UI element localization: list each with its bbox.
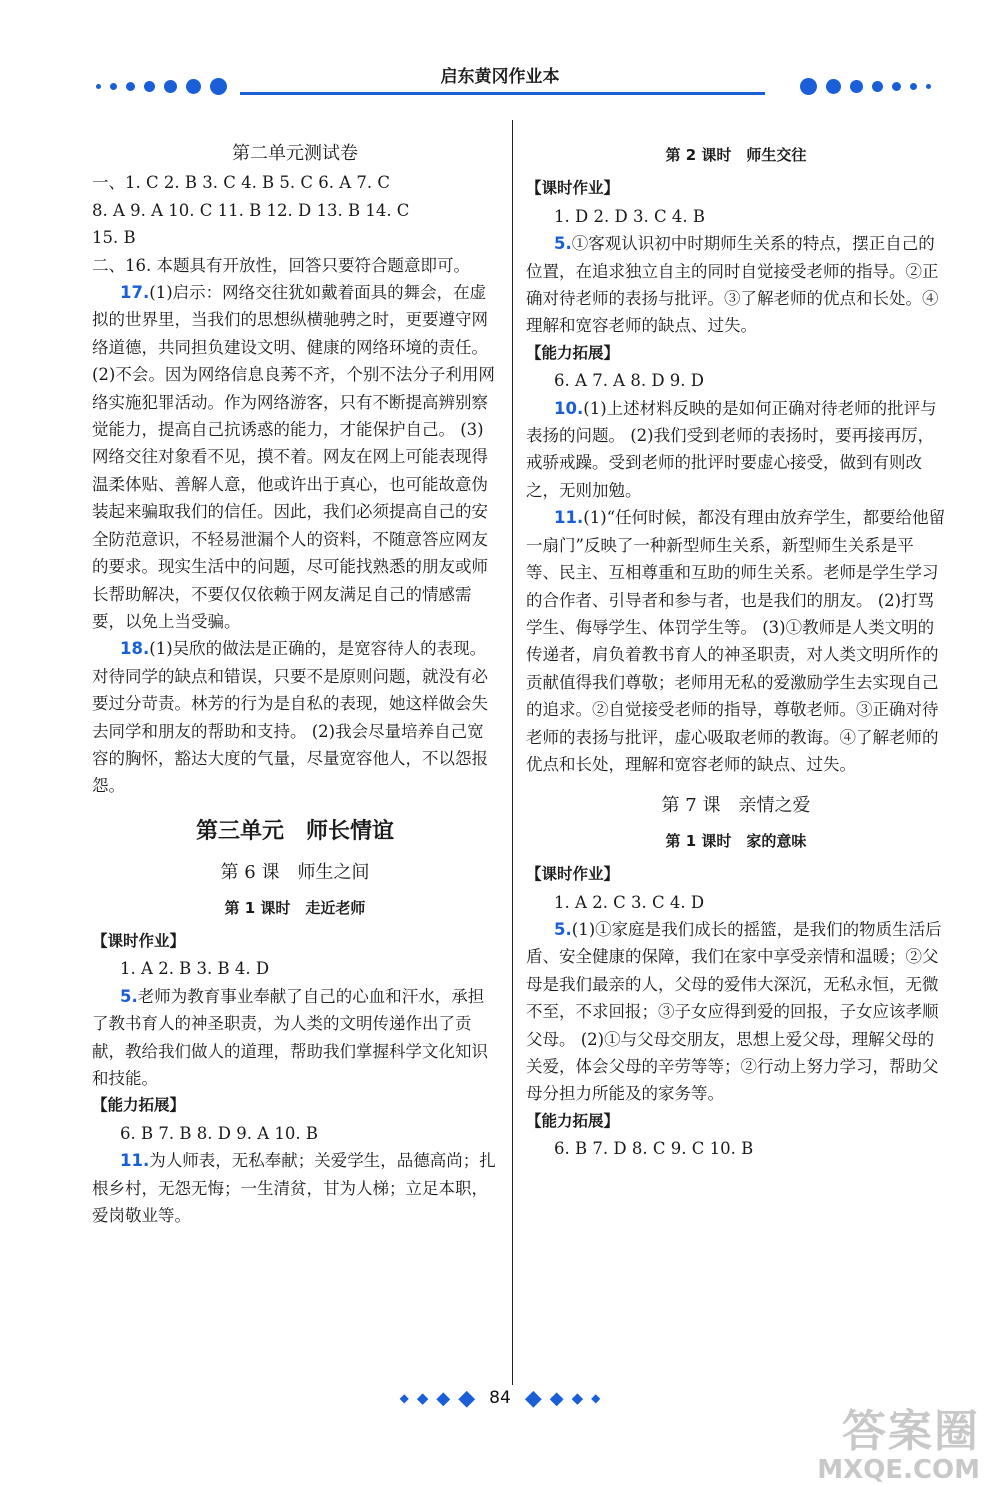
section-tag-ability: 【能力拓展】	[92, 1096, 186, 1115]
answer-text: (1)①家庭是我们成长的摇篮，是我们的物质生活后盾、安全健康的保障，我们在家中享受亲情和温暖；②父母是我们最亲的人，父母的爱伟大深沉，无私永恒，无微不至，不求回报；③子女应得到爱的回报，子女应该孝顺父母。 (2)①与父母交朋友，思想上爱父母，理解父母的关爱，体会父母的辛劳等等；②行动上努力学习，帮助父母分担力所能及的家务等。	[526, 919, 942, 1104]
diamond-icon: ◆	[571, 1389, 584, 1407]
answer-q18	[92, 635, 498, 799]
period-title: 第 2 课时 师生交往	[665, 146, 807, 164]
watermark-url: MXQE.COM	[817, 1455, 980, 1485]
question-number: 11.	[554, 508, 584, 528]
answer-text: 为人师表，无私奉献；关爱学生，品德高尚；扎根乡村，无怨无悔；一生清贫，甘为人梯；立足本职，爱岗敬业等。	[92, 1151, 496, 1226]
ability-answers: 6. B 7. D 8. C 9. C 10. B	[554, 1139, 754, 1159]
header-rule	[240, 92, 765, 95]
book-title: 启东黄冈作业本	[440, 67, 560, 87]
period-title: 第 1 课时 家的意味	[665, 831, 807, 850]
section-tag-ability: 【能力拓展】	[526, 1111, 620, 1130]
page-number: 84	[489, 1388, 511, 1408]
diamond-icon: ◆	[458, 1385, 476, 1411]
dot-decoration	[800, 78, 817, 95]
answer-text: (1)启示：网络交往犹如戴着面具的舞会，在虚拟的世界里，当我们的思想纵横驰骋之时，更要遵守网络道德，共同担负建设文明、健康的网络环境的责任。 (2)不会。因为网络信息良莠不齐，个别不法分子利用网络实施犯罪活动。作为网络游客，只有不断提高辨别察觉能力，提高自己抗诱惑的能力，才能保护自己。 (3)网络交往对象看不见，摸不着。网友在网上可能表现得温柔体贴、善解人意，他或许出于真心，也可能故意伪装起来骗取我们的信任。因此，我们必须提高自己的安全防范意识，不轻易泄漏个人的资料，不随意答应网友的要求。现实生活中的问题，尽可能找熟悉的朋友或师长帮助解决，不要仅仅依赖于网友满足自己的情感需要，以免上当受骗。	[92, 283, 495, 631]
dot-decoration	[926, 84, 931, 89]
left-column	[92, 140, 498, 1229]
answer-q16: 二、16. 本题具有开放性，回答只要符合题意即可。	[92, 255, 470, 275]
answer-text: (1)上述材料反映的是如何正确对待老师的批评与表扬的问题。 (2)我们受到老师的表扬时，要再接再厉，戒骄戒躁。受到老师的批评时要虚心接受，做到有则改之，无则加勉。	[526, 398, 937, 500]
answer-q5	[526, 230, 946, 340]
section-tag-homework: 【课时作业】	[526, 179, 620, 198]
mc-answers-line: 15. B	[92, 228, 136, 248]
question-number: 5.	[554, 234, 572, 254]
ability-answers: 6. A 7. A 8. D 9. D	[554, 371, 705, 391]
diamond-icon: ◆	[549, 1387, 564, 1409]
column-divider	[512, 120, 513, 1385]
hw-answers: 1. A 2. C 3. C 4. D	[554, 892, 705, 912]
answer-q5	[526, 916, 946, 1108]
unit2-test-title: 第二单元测试卷	[232, 143, 358, 164]
watermark-text: 答案圈	[842, 1406, 980, 1457]
section-tag-ability: 【能力拓展】	[526, 343, 620, 362]
answer-text: 老师为教育事业奉献了自己的心血和汗水，承担了教书育人的神圣职责，为人类的文明传递作出了贡献，教给我们做人的道理，帮助我们掌握科学文化知识和技能。	[92, 986, 488, 1088]
lesson7-title: 第 7 课 亲情之爱	[661, 795, 811, 817]
question-number: 10.	[554, 398, 584, 418]
dot-decoration	[826, 79, 841, 94]
answer-q5	[92, 983, 498, 1093]
mc-answers-line: 8. A 9. A 10. C 11. B 12. D 13. B 14. C	[92, 200, 410, 220]
dot-decoration	[910, 83, 917, 90]
mc-answers-line: 一、1. C 2. B 3. C 4. B 5. C 6. A 7. C	[92, 173, 391, 193]
answer-q17	[92, 279, 498, 635]
watermark-logo	[817, 1395, 980, 1485]
diamond-icon: ◆	[416, 1389, 429, 1407]
page-header	[0, 60, 1000, 110]
dot-decoration	[850, 80, 863, 93]
answer-q11	[526, 504, 946, 778]
dot-decoration	[872, 81, 883, 92]
answer-text: (1)吴欣的做法是正确的，是宽容待人的表现。对待同学的缺点和错误，只要不是原则问题，就没有必要过分苛责。林芳的行为是自私的表现，她这样做会失去同学和朋友的帮助和支持。 (2)我会尽量培养自己宽容的胸怀，豁达大度的气量，尽量宽容他人，不以怨报怨。	[92, 639, 488, 796]
diamond-icon: ◆	[524, 1385, 542, 1411]
answer-text: ①客观认识初中时期师生关系的特点，摆正自己的位置，在追求独立自主的同时自觉接受老师的指导。②正确对待老师的表扬与批评。③了解老师的优点和长处。④理解和宽容老师的缺点、过失。	[526, 234, 939, 336]
question-number: 18.	[120, 639, 150, 659]
diamond-icon: ◆	[399, 1391, 409, 1405]
ability-answers: 6. B 7. B 8. D 9. A 10. B	[120, 1123, 318, 1143]
question-number: 17.	[120, 283, 150, 303]
section-tag-homework: 【课时作业】	[92, 931, 186, 950]
answer-q10	[526, 395, 946, 505]
diamond-icon: ◆	[591, 1391, 601, 1405]
right-column	[526, 140, 946, 1163]
question-number: 5.	[554, 919, 572, 939]
dot-decoration	[892, 82, 901, 91]
period-title: 第 1 课时 走近老师	[224, 898, 366, 917]
lesson6-title: 第 6 课 师生之间	[220, 862, 370, 884]
unit3-title: 第三单元 师长情谊	[195, 818, 394, 844]
answer-text: (1)“任何时候，都没有理由放弃学生，都要给他留一扇门”反映了一种新型师生关系，新型师生关系是平等、民主、互相尊重和互助的师生关系。老师是学生学习的合作者、引导者和参与者，也是我们的朋友。 (2)打骂学生、侮辱学生、体罚学生等。 (3)①教师是人类文明的传递者，肩负着教书育人的神圣职责，对人类文明所作的贡献值得我们尊敬；老师用无私的爱激励学生去实现自己的追求。②自觉接受老师的指导，尊敬老师。③正确对待老师的表扬与批评，虚心吸取老师的教诲。④了解老师的优点和长处，理解和宽容老师的缺点、过失。	[526, 508, 946, 774]
answer-q11	[92, 1147, 498, 1229]
question-number: 5.	[120, 986, 138, 1006]
diamond-icon: ◆	[436, 1387, 451, 1409]
hw-answers: 1. A 2. B 3. B 4. D	[120, 959, 270, 979]
header-right-dots	[800, 78, 931, 95]
section-tag-homework: 【课时作业】	[526, 865, 620, 884]
hw-answers: 1. D 2. D 3. C 4. B	[554, 206, 705, 226]
question-number: 11.	[120, 1151, 150, 1171]
